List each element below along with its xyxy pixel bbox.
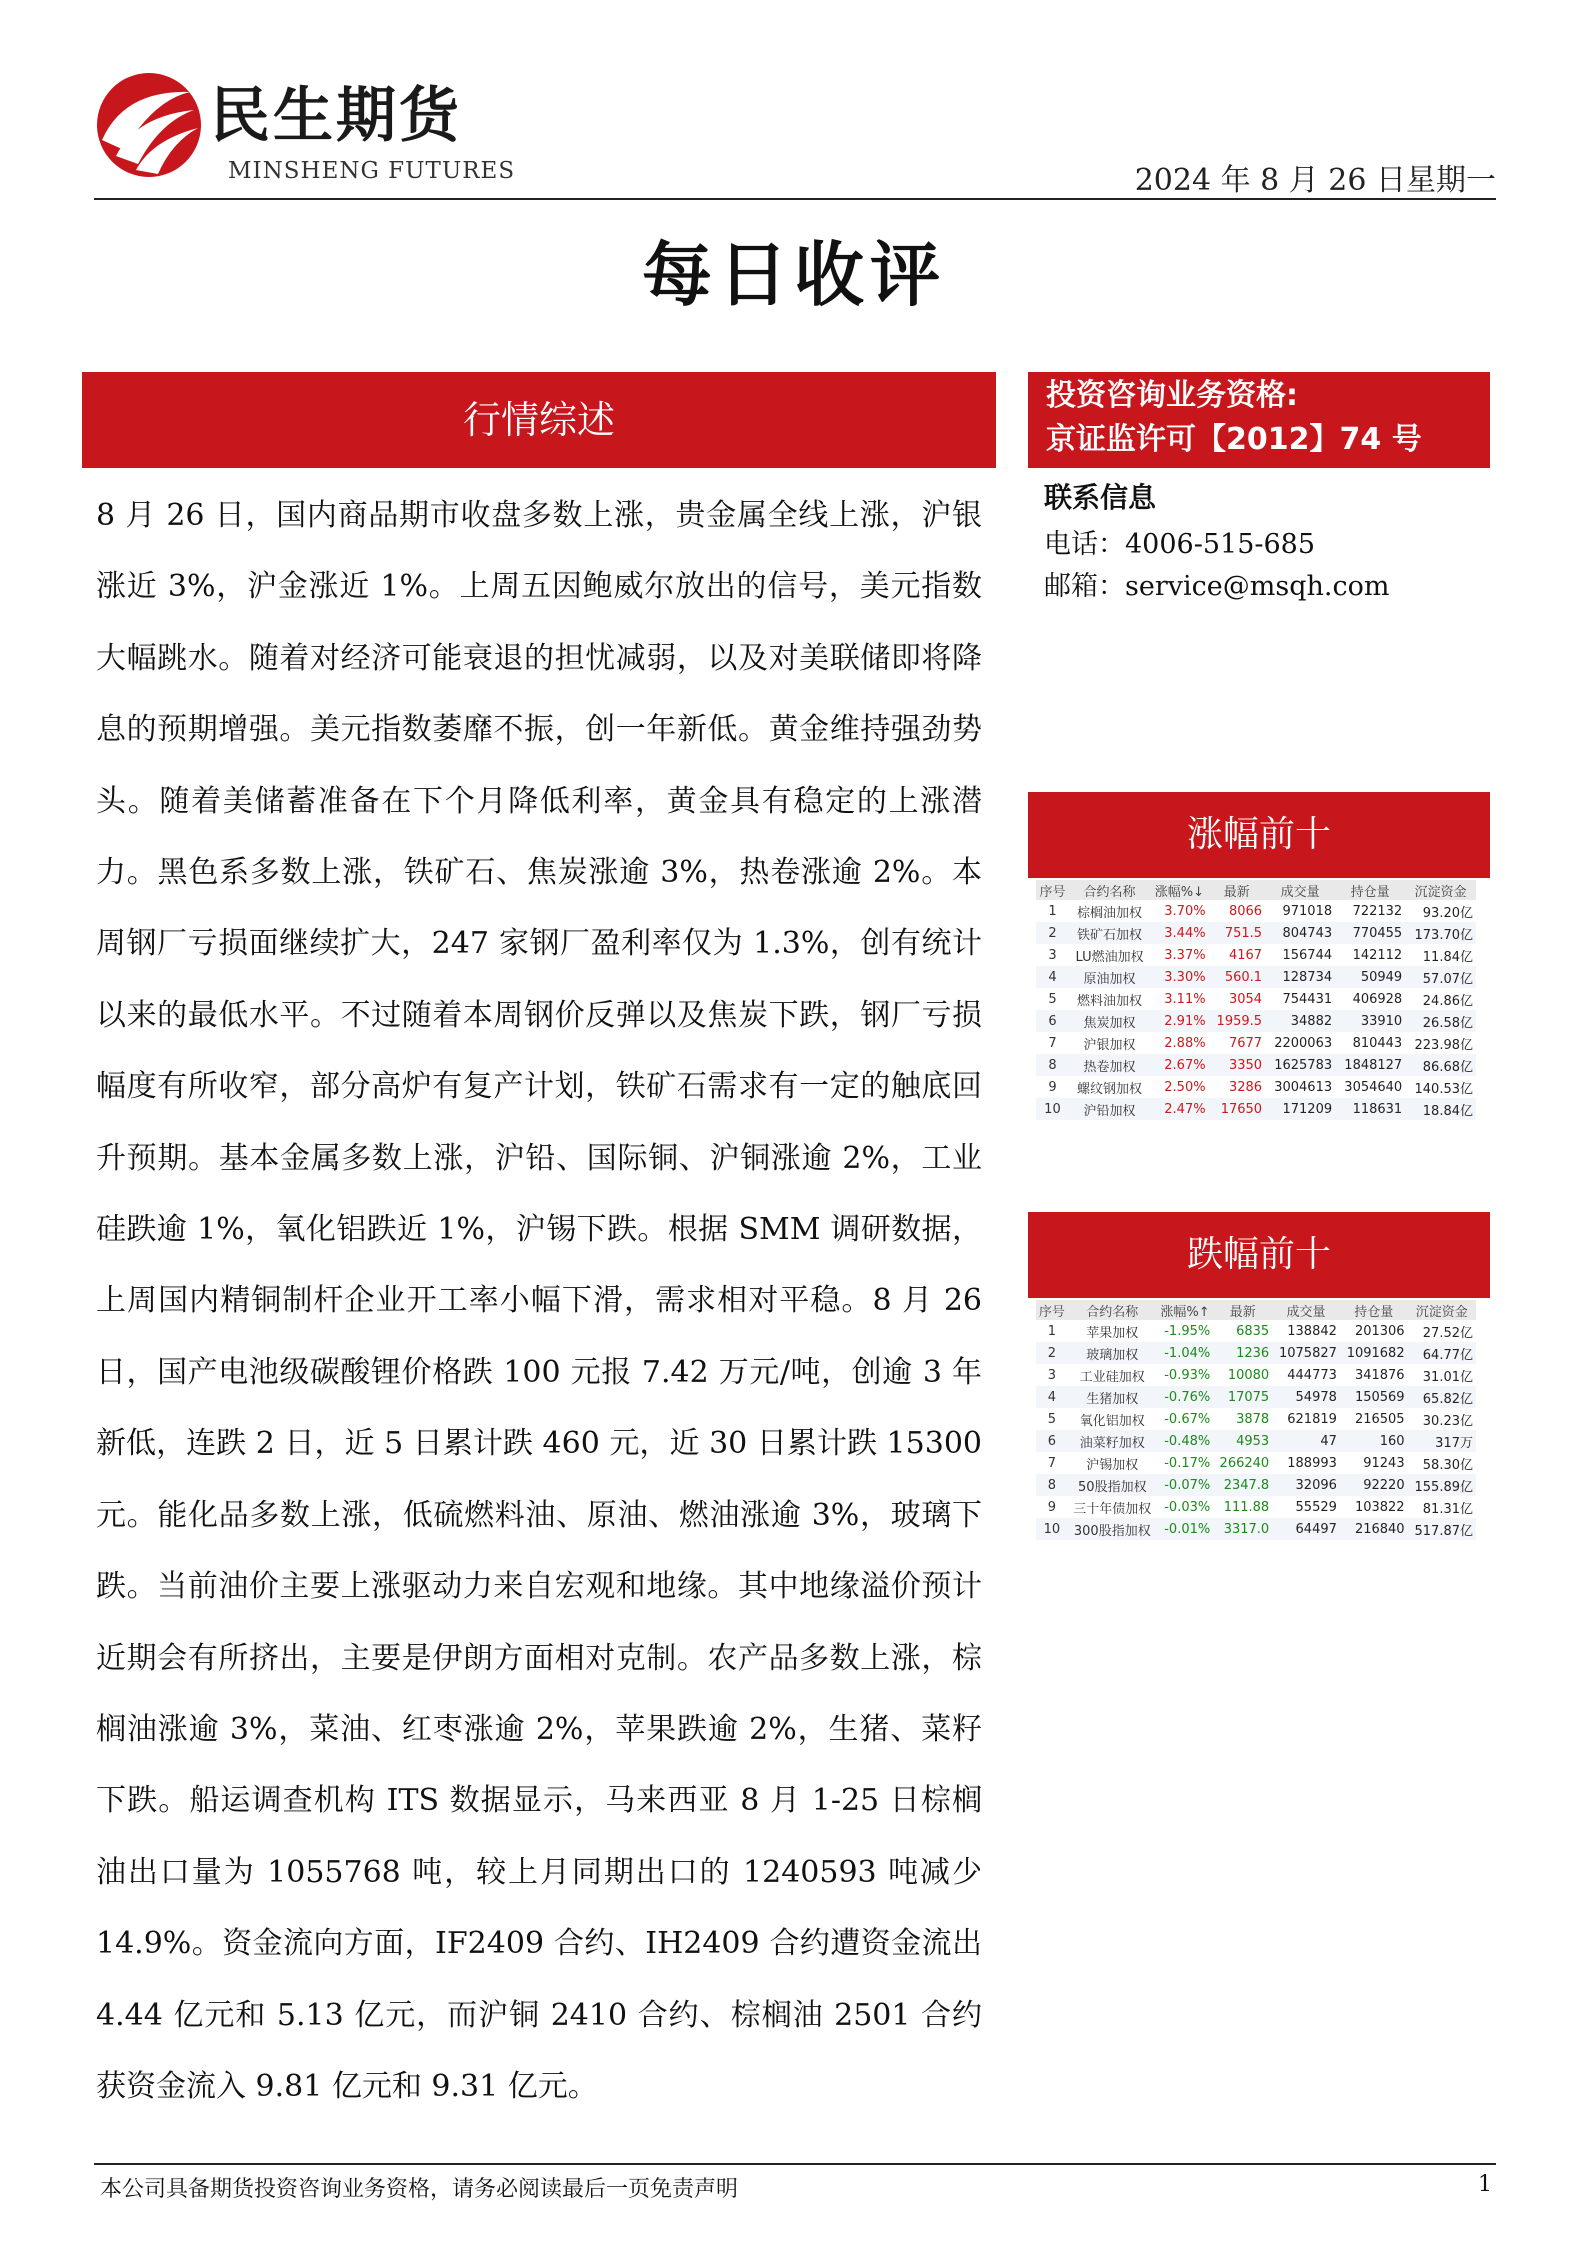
table-row: [1036, 966, 1476, 988]
table-cell: 3286: [1228, 1079, 1263, 1095]
table-cell: 444773: [1287, 1367, 1337, 1383]
column-header: 持仓量: [1335, 880, 1405, 900]
contact-email: 邮箱：service@msqh.com: [1044, 571, 1390, 602]
table-cell: 4167: [1228, 947, 1263, 963]
table-cell: 4: [1036, 1386, 1068, 1408]
table-cell: 1: [1047, 1323, 1057, 1339]
top-gainers-heading: 涨幅前十: [1028, 792, 1490, 878]
table-cell: 216505: [1354, 1411, 1405, 1427]
table-row: [1036, 1452, 1476, 1474]
table-row: [1036, 1518, 1476, 1540]
table-cell: 223.98亿: [1414, 1037, 1473, 1053]
table-cell: 原油加权: [1069, 966, 1150, 988]
table-cell: 1: [1048, 903, 1057, 919]
table-cell: 50股指加权: [1068, 1474, 1157, 1496]
table-cell: -0.03%: [1164, 1499, 1211, 1515]
table-cell: 810443: [1352, 1035, 1403, 1051]
table-cell: 33910: [1335, 1010, 1405, 1032]
table-cell: 47: [1272, 1430, 1340, 1452]
table-cell: 118631: [1335, 1098, 1405, 1120]
table-cell: 3054640: [1344, 1079, 1403, 1095]
table-cell: 770455: [1335, 922, 1405, 944]
table-cell: 燃料油加权: [1077, 993, 1143, 1009]
table-cell: 1959.5: [1209, 1010, 1265, 1032]
table-cell: 17650: [1209, 1098, 1265, 1120]
table-cell: 751.5: [1209, 922, 1265, 944]
table-row: [1036, 1342, 1476, 1364]
table-cell: 苹果加权: [1086, 1325, 1139, 1341]
table-cell: 1091682: [1340, 1342, 1408, 1364]
table-cell: 8: [1036, 1054, 1069, 1076]
table-cell: 2.67%: [1150, 1054, 1208, 1076]
table-cell: 3350: [1209, 1054, 1265, 1076]
table-cell: 2347.8: [1213, 1474, 1272, 1496]
page-number: 1: [1478, 2172, 1492, 2197]
table-row: [1036, 1320, 1476, 1342]
table-cell: 2.50%: [1164, 1079, 1206, 1095]
table-cell: 7677: [1228, 1035, 1263, 1051]
table-cell: 160: [1340, 1430, 1408, 1452]
table-cell: -1.04%: [1157, 1342, 1213, 1364]
table-cell: 86.68亿: [1405, 1054, 1476, 1076]
table-cell: 188993: [1287, 1455, 1337, 1471]
table-cell: 30.23亿: [1422, 1413, 1473, 1429]
table-cell: 沪锡加权: [1086, 1457, 1139, 1473]
column-header: 沉淀资金: [1408, 1300, 1476, 1320]
qualification-line-2: 京证监许可【2012】74 号: [1046, 422, 1422, 457]
header-divider: [94, 198, 1496, 200]
table-row: [1036, 1076, 1476, 1098]
table-row: [1036, 1364, 1476, 1386]
table-cell: 155.89亿: [1408, 1474, 1476, 1496]
table-cell: 2.91%: [1150, 1010, 1208, 1032]
market-summary-heading: 行情综述: [82, 372, 996, 468]
brand-name-en: MINSHENG FUTURES: [228, 158, 516, 184]
table-cell: -0.07%: [1157, 1474, 1213, 1496]
column-header: 涨幅%↓: [1150, 880, 1208, 900]
table-row: [1036, 1408, 1476, 1430]
footer-disclaimer: 本公司具备期货投资咨询业务资格，请务必阅读最后一页免责声明: [100, 2177, 739, 2202]
table-cell: 3317.0: [1213, 1518, 1272, 1540]
table-cell: 8066: [1228, 903, 1263, 919]
table-header-row: [1036, 1300, 1476, 1320]
table-cell: 266240: [1219, 1455, 1270, 1471]
table-cell: 螺纹钢加权: [1077, 1081, 1143, 1097]
table-cell: 111.88: [1223, 1499, 1270, 1515]
table-cell: 26.58亿: [1405, 1010, 1476, 1032]
table-cell: 1075827: [1272, 1342, 1340, 1364]
table-row: [1036, 1474, 1476, 1496]
column-header: 最新: [1213, 1300, 1272, 1320]
column-header: 涨幅%↑: [1157, 1300, 1213, 1320]
table-row: [1036, 922, 1476, 944]
table-cell: 6835: [1236, 1323, 1270, 1339]
table-header-row: [1036, 880, 1476, 900]
column-header: 合约名称: [1068, 1300, 1157, 1320]
table-cell: 317万: [1408, 1430, 1476, 1452]
contact-phone: 电话：4006-515-685: [1044, 529, 1316, 560]
table-cell: LU燃油加权: [1075, 949, 1144, 965]
page-title: 每日收评: [642, 234, 946, 316]
market-summary-body: 8 月 26 日，国内商品期市收盘多数上涨，贵金属全线上涨，沪银涨近 3%，沪金涨近 1%。上周五因鲍威尔放出的信号，美元指数大幅跳水。随着对经济可能衰退的担忧减弱，以及对美联储即将降息的预期增强。美元指数萎靡不振，创一年新低。黄金维持强劲势头。随着美储蓄准备在下个月降低利率，黄金具有稳定的上涨潜力。黑色系多数上涨，铁矿石、焦炭涨逾 3%，热卷涨逾 2%。本周钢厂亏损面继续扩大，247 家钢厂盈利率仅为 1.3%，创有统计以来的最低水平。不过随着本周钢价反弹以及焦炭下跌，钢厂亏损幅度有所收窄，部分高炉有复产计划，铁矿石需求有一定的触底回升预期。基本金属多数上涨，沪铅、国际铜、沪铜涨逾 2%，工业硅跌逾 1%，氧化铝跌近 1%，沪锡下跌。根据 SMM 调研数据，上周国内精铜制杆企业开工率小幅下滑，需求相对平稳。8 月 26 日，国产电池级碳酸锂价格跌 100 元报 7.42 万元/吨，创逾 3 年新低，连跌 2 日，近 5 日累计跌 460 元，近 30 日累计跌 15300 元。能化品多数上涨，低硫燃料油、原油、燃油涨逾 3%，玻璃下跌。当前油价主要上涨驱动力来自宏观和地缘。其中地缘溢价预计近期会有所挤出，主要是伊朗方面相对克制。农产品多数上涨，棕榈油涨逾 3%，菜油、红枣涨逾 2%，苹果跌逾 2%，生猪、菜籽下跌。船运调查机构 ITS 数据显示，马来西亚 8 月 1-25 日棕榈油出口量为 1055768 吨，较上月同期出口的 1240593 吨减少 14.9%。资金流向方面，IF2409 合约、IH2409 合约遭资金流出 4.44 亿元和 5.13 亿元，而沪铜 2410 合约、棕榈油 2501 合约获资金流入 9.81 亿元和 9.31 亿元。: [96, 498, 982, 2104]
table-cell: 58.30亿: [1422, 1457, 1473, 1473]
table-cell: 65.82亿: [1408, 1386, 1476, 1408]
table-cell: 10080: [1227, 1367, 1270, 1383]
table-cell: -0.93%: [1164, 1367, 1211, 1383]
table-cell: 铁矿石加权: [1069, 922, 1150, 944]
table-cell: 3: [1048, 947, 1057, 963]
table-cell: 2: [1036, 922, 1069, 944]
table-cell: 18.84亿: [1405, 1098, 1476, 1120]
table-cell: 32096: [1272, 1474, 1340, 1496]
table-cell: 三十年债加权: [1073, 1501, 1152, 1517]
table-cell: 工业硅加权: [1079, 1369, 1145, 1385]
contact-title: 联系信息: [1044, 481, 1157, 514]
table-cell: 3878: [1236, 1411, 1270, 1427]
table-cell: 31.01亿: [1422, 1369, 1473, 1385]
table-cell: 2200063: [1274, 1035, 1333, 1051]
table-cell: 3.30%: [1150, 966, 1208, 988]
table-cell: 棕榈油加权: [1077, 905, 1143, 921]
table-cell: 3.11%: [1164, 991, 1206, 1007]
table-cell: 1236: [1213, 1342, 1272, 1364]
table-cell: 5: [1048, 991, 1057, 1007]
table-cell: 9: [1047, 1499, 1057, 1515]
column-header: 最新: [1209, 880, 1265, 900]
table-cell: 5: [1047, 1411, 1057, 1427]
table-cell: 10: [1036, 1098, 1069, 1120]
table-cell: 406928: [1352, 991, 1403, 1007]
table-cell: 55529: [1295, 1499, 1337, 1515]
table-cell: -0.48%: [1157, 1430, 1213, 1452]
table-cell: 142112: [1352, 947, 1403, 963]
column-header: 沉淀资金: [1405, 880, 1476, 900]
table-cell: 热卷加权: [1069, 1054, 1150, 1076]
table-row: [1036, 1098, 1476, 1120]
table-row: [1036, 1386, 1476, 1408]
table-cell: 沪铅加权: [1069, 1098, 1150, 1120]
table-cell: 34882: [1265, 1010, 1335, 1032]
table-cell: 3: [1047, 1367, 1057, 1383]
footer-divider: [94, 2163, 1496, 2165]
table-cell: 27.52亿: [1422, 1325, 1473, 1341]
top-gainers-table: [1036, 880, 1476, 1120]
table-cell: 173.70亿: [1405, 922, 1476, 944]
table-cell: 804743: [1265, 922, 1335, 944]
table-row: [1036, 1054, 1476, 1076]
table-cell: 171209: [1265, 1098, 1335, 1120]
table-row: [1036, 1430, 1476, 1452]
column-header: 序号: [1036, 880, 1069, 900]
table-cell: 8: [1036, 1474, 1068, 1496]
table-cell: 2.47%: [1150, 1098, 1208, 1120]
table-cell: 64497: [1272, 1518, 1340, 1540]
table-cell: 沪银加权: [1083, 1037, 1136, 1053]
table-cell: 93.20亿: [1422, 905, 1473, 921]
table-cell: -0.67%: [1164, 1411, 1211, 1427]
table-cell: 2: [1036, 1342, 1068, 1364]
column-header: 序号: [1036, 1300, 1068, 1320]
table-cell: 氧化铝加权: [1079, 1413, 1145, 1429]
report-date: 2024 年 8 月 26 日星期一: [1134, 163, 1496, 198]
table-cell: 6: [1036, 1430, 1068, 1452]
table-cell: -0.01%: [1157, 1518, 1213, 1540]
table-cell: 玻璃加权: [1068, 1342, 1157, 1364]
table-cell: -0.17%: [1164, 1455, 1211, 1471]
table-cell: 24.86亿: [1422, 993, 1473, 1009]
table-cell: 300股指加权: [1068, 1518, 1157, 1540]
table-cell: 81.31亿: [1422, 1501, 1473, 1517]
qualification-box: [1028, 372, 1490, 468]
table-row: [1036, 944, 1476, 966]
table-cell: 2.88%: [1164, 1035, 1206, 1051]
column-header: 持仓量: [1340, 1300, 1408, 1320]
column-header: 合约名称: [1069, 880, 1150, 900]
table-cell: 754431: [1282, 991, 1333, 1007]
table-row: [1036, 900, 1476, 922]
table-cell: 971018: [1282, 903, 1333, 919]
table-cell: 6: [1036, 1010, 1069, 1032]
table-cell: -0.76%: [1157, 1386, 1213, 1408]
table-cell: 7: [1048, 1035, 1057, 1051]
table-cell: 54978: [1272, 1386, 1340, 1408]
table-cell: 91243: [1363, 1455, 1405, 1471]
table-cell: 油菜籽加权: [1068, 1430, 1157, 1452]
table-cell: 3.70%: [1164, 903, 1206, 919]
table-cell: 3004613: [1274, 1079, 1333, 1095]
table-cell: 4953: [1213, 1430, 1272, 1452]
table-cell: 焦炭加权: [1069, 1010, 1150, 1032]
table-cell: 10: [1036, 1518, 1068, 1540]
table-row: [1036, 1032, 1476, 1054]
table-row: [1036, 1010, 1476, 1032]
table-cell: 9: [1048, 1079, 1057, 1095]
table-cell: 3054: [1228, 991, 1263, 1007]
qualification-line-1: 投资咨询业务资格:: [1046, 378, 1298, 413]
brand-name-cn: 民生期货: [210, 81, 462, 151]
table-cell: 50949: [1335, 966, 1405, 988]
table-cell: 201306: [1354, 1323, 1405, 1339]
table-cell: 517.87亿: [1408, 1518, 1476, 1540]
table-cell: 17075: [1213, 1386, 1272, 1408]
table-cell: 7: [1047, 1455, 1057, 1471]
table-cell: 560.1: [1209, 966, 1265, 988]
table-cell: 103822: [1354, 1499, 1405, 1515]
table-cell: 140.53亿: [1414, 1081, 1473, 1097]
minsheng-logo-icon: [94, 70, 204, 180]
column-header: 成交量: [1265, 880, 1335, 900]
table-cell: 3.44%: [1150, 922, 1208, 944]
table-row: [1036, 1496, 1476, 1518]
column-header: 成交量: [1272, 1300, 1340, 1320]
table-cell: 57.07亿: [1405, 966, 1476, 988]
table-cell: 1848127: [1335, 1054, 1405, 1076]
table-cell: 621819: [1287, 1411, 1337, 1427]
table-cell: 3.37%: [1164, 947, 1206, 963]
table-cell: 64.77亿: [1408, 1342, 1476, 1364]
table-cell: 341876: [1354, 1367, 1405, 1383]
table-cell: 150569: [1340, 1386, 1408, 1408]
table-cell: 138842: [1287, 1323, 1337, 1339]
table-cell: 11.84亿: [1422, 949, 1473, 965]
table-cell: 92220: [1340, 1474, 1408, 1496]
top-losers-table: [1036, 1300, 1476, 1540]
table-cell: -1.95%: [1164, 1323, 1211, 1339]
table-cell: 4: [1036, 966, 1069, 988]
table-cell: 722132: [1352, 903, 1403, 919]
table-cell: 156744: [1282, 947, 1333, 963]
table-cell: 1625783: [1265, 1054, 1335, 1076]
table-row: [1036, 988, 1476, 1010]
table-cell: 生猪加权: [1068, 1386, 1157, 1408]
table-cell: 216840: [1340, 1518, 1408, 1540]
top-losers-heading: 跌幅前十: [1028, 1212, 1490, 1298]
table-cell: 128734: [1265, 966, 1335, 988]
